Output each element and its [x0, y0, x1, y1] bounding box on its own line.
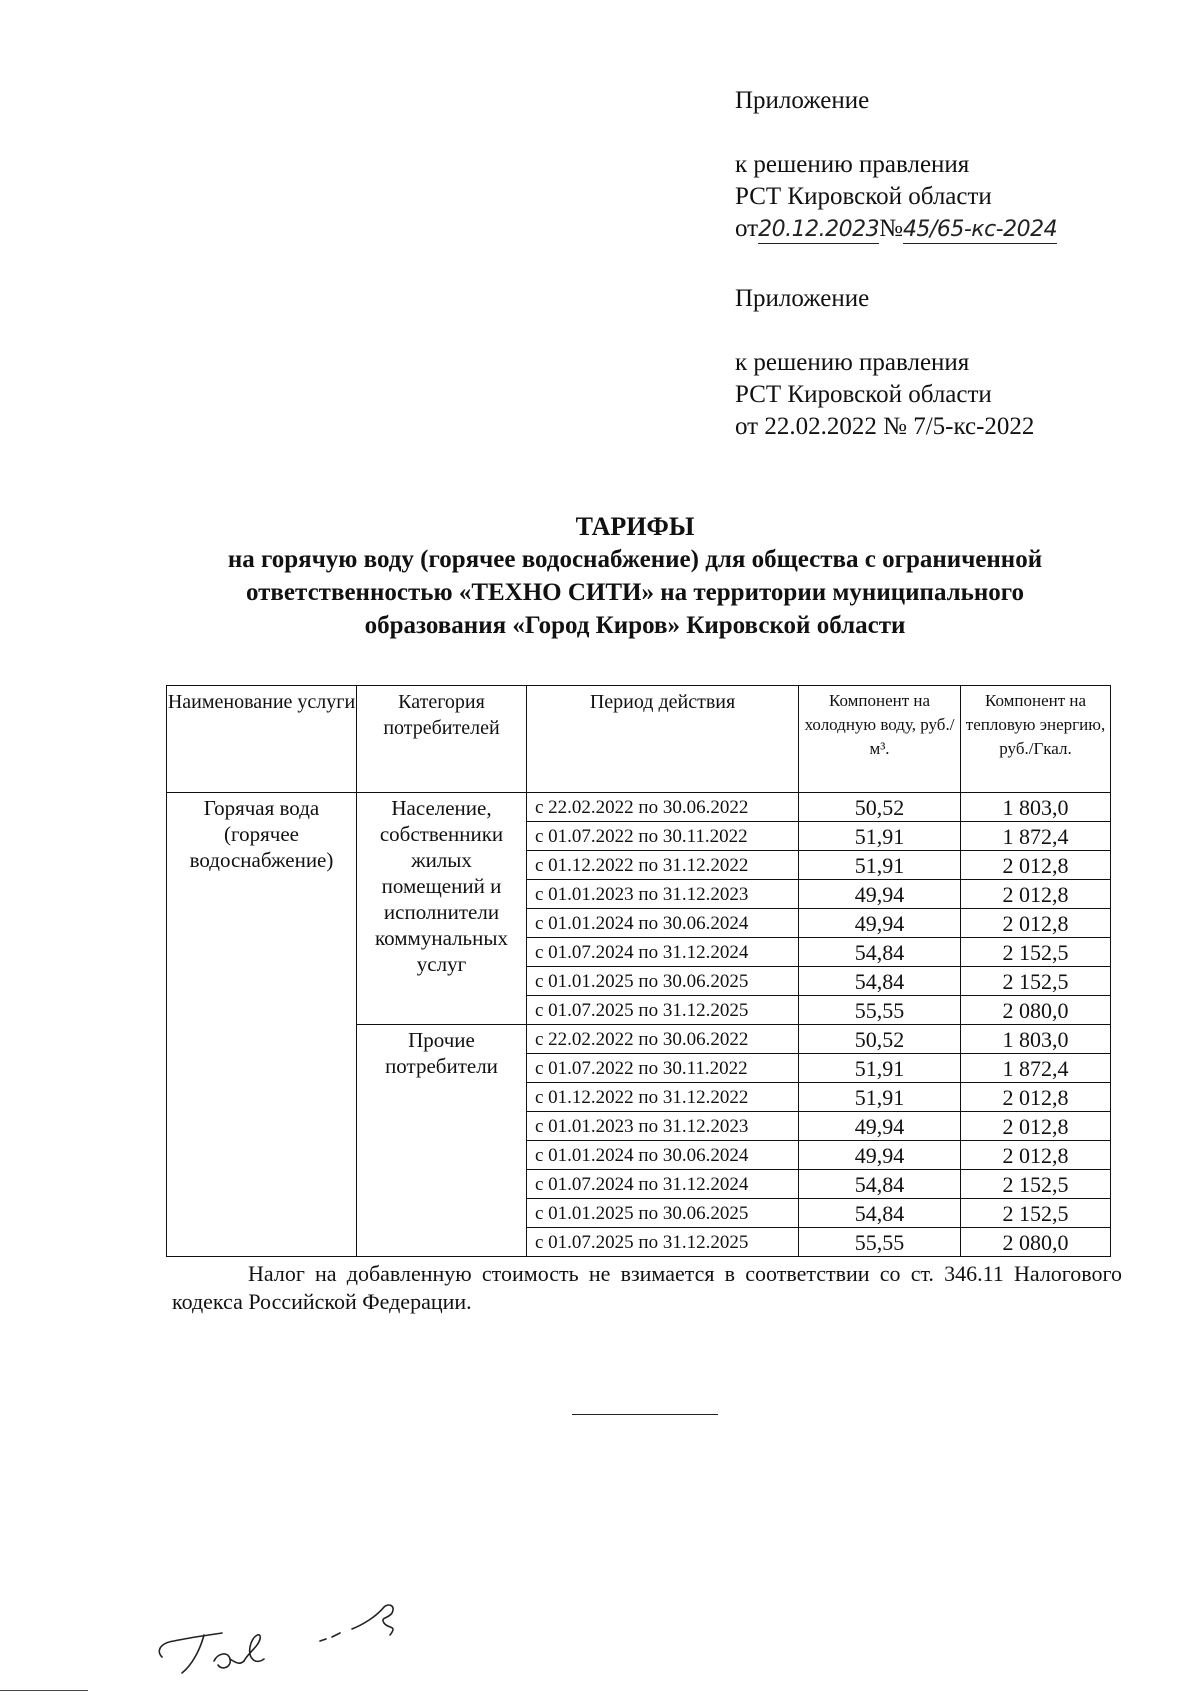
table-row: [167, 793, 1111, 822]
cold-water-cell: 51,91: [799, 822, 961, 851]
handwritten-number: 45/65-кс-2024: [902, 217, 1058, 242]
heat-cell: 2 012,8: [961, 909, 1111, 938]
heat-cell: 2 080,0: [961, 996, 1111, 1025]
document-title: [150, 510, 1120, 642]
heat-cell: 2 152,5: [961, 967, 1111, 996]
period-cell: с 01.07.2024 по 31.12.2024: [527, 938, 799, 967]
appendix-date-number-line: [735, 213, 1057, 245]
period-cell: с 22.02.2022 по 30.06.2022: [527, 1025, 799, 1054]
cold-water-cell: 54,84: [799, 1199, 961, 1228]
cold-water-cell: 49,94: [799, 1112, 961, 1141]
header-service: Наименование услуги: [167, 686, 357, 793]
cold-water-cell: 49,94: [799, 880, 961, 909]
heat-cell: 2 012,8: [961, 851, 1111, 880]
appendix-heading: Приложение: [735, 285, 870, 312]
appendix-line: РСТ Кировской области: [735, 183, 992, 210]
heat-cell: 2 152,5: [961, 1199, 1111, 1228]
period-cell: с 01.01.2025 по 30.06.2025: [527, 1199, 799, 1228]
period-cell: с 01.12.2022 по 31.12.2022: [527, 851, 799, 880]
signature: [152, 1595, 422, 1685]
cold-water-cell: 49,94: [799, 1141, 961, 1170]
heat-cell: 2 012,8: [961, 880, 1111, 909]
appendix-original: [735, 283, 1034, 443]
period-cell: с 01.07.2025 по 31.12.2025: [527, 996, 799, 1025]
period-cell: с 01.12.2022 по 31.12.2022: [527, 1083, 799, 1112]
header-category: Категория потребителей: [357, 686, 527, 793]
tariffs-table: [166, 685, 1111, 1257]
heat-cell: 1 803,0: [961, 1025, 1111, 1054]
cold-water-cell: 51,91: [799, 1083, 961, 1112]
period-cell: с 01.07.2024 по 31.12.2024: [527, 1170, 799, 1199]
end-divider: [572, 1414, 718, 1415]
appendix-line: РСТ Кировской области: [735, 381, 992, 408]
vat-note: Налог на добавленную стоимость не взимается в соответствии со ст. 346.11 Налогового кодекса Российской Федерации.: [172, 1261, 1122, 1314]
title-main: ТАРИФЫ: [575, 512, 695, 541]
heat-cell: 1 872,4: [961, 822, 1111, 851]
header-period: Период действия: [527, 686, 799, 793]
service-name-cell: Горячая вода (горячее водоснабжение): [167, 793, 357, 1257]
appendix-line: к решению правления: [735, 151, 970, 178]
period-cell: с 22.02.2022 по 30.06.2022: [527, 793, 799, 822]
heat-cell: 2 080,0: [961, 1228, 1111, 1257]
from-label: от: [735, 215, 759, 242]
heat-cell: 2 012,8: [961, 1141, 1111, 1170]
period-cell: с 01.01.2023 по 31.12.2023: [527, 880, 799, 909]
page-bottom-rule: [0, 1690, 88, 1691]
period-cell: с 01.01.2024 по 30.06.2024: [527, 1141, 799, 1170]
handwritten-date: 20.12.2023: [758, 217, 880, 242]
cold-water-cell: 55,55: [799, 1228, 961, 1257]
cold-water-cell: 51,91: [799, 851, 961, 880]
appendix-heading: Приложение: [735, 87, 870, 114]
cold-water-cell: 50,52: [799, 1025, 961, 1054]
title-line: ответственностью «ТЕХНО СИТИ» на территории муниципального: [245, 579, 1025, 606]
cold-water-cell: 54,84: [799, 938, 961, 967]
appendix-line: от 22.02.2022 № 7/5-кс-2022: [735, 413, 1035, 440]
heat-cell: 2 152,5: [961, 1170, 1111, 1199]
table-header-row: [167, 686, 1111, 793]
title-line: на горячую воду (горячее водоснабжение) для общества с ограниченной: [227, 546, 1043, 573]
period-cell: с 01.01.2025 по 30.06.2025: [527, 967, 799, 996]
heat-cell: 2 012,8: [961, 1112, 1111, 1141]
cold-water-cell: 49,94: [799, 909, 961, 938]
cold-water-cell: 54,84: [799, 967, 961, 996]
title-line: образования «Город Киров» Кировской области: [364, 612, 906, 639]
number-label: №: [879, 215, 903, 242]
appendix-line: к решению правления: [735, 349, 970, 376]
category-cell: Прочие потребители: [357, 1025, 527, 1257]
period-cell: с 01.07.2022 по 30.11.2022: [527, 1054, 799, 1083]
cold-water-cell: 50,52: [799, 793, 961, 822]
cold-water-cell: 51,91: [799, 1054, 961, 1083]
appendix-current: [735, 85, 1057, 245]
period-cell: с 01.01.2024 по 30.06.2024: [527, 909, 799, 938]
heat-cell: 1 872,4: [961, 1054, 1111, 1083]
period-cell: с 01.07.2022 по 30.11.2022: [527, 822, 799, 851]
table-body: [167, 793, 1111, 1257]
header-heat: Компонент на тепловую энергию, руб./Гкал.: [961, 686, 1111, 793]
heat-cell: 2 152,5: [961, 938, 1111, 967]
cold-water-cell: 54,84: [799, 1170, 961, 1199]
cold-water-cell: 55,55: [799, 996, 961, 1025]
heat-cell: 2 012,8: [961, 1083, 1111, 1112]
period-cell: с 01.07.2025 по 31.12.2025: [527, 1228, 799, 1257]
category-cell: Население, собственники жилых помещений и исполнители коммунальных услуг: [357, 793, 527, 1025]
period-cell: с 01.01.2023 по 31.12.2023: [527, 1112, 799, 1141]
heat-cell: 1 803,0: [961, 793, 1111, 822]
header-cold-water: Компонент на холодную воду, руб./м³.: [799, 686, 961, 793]
